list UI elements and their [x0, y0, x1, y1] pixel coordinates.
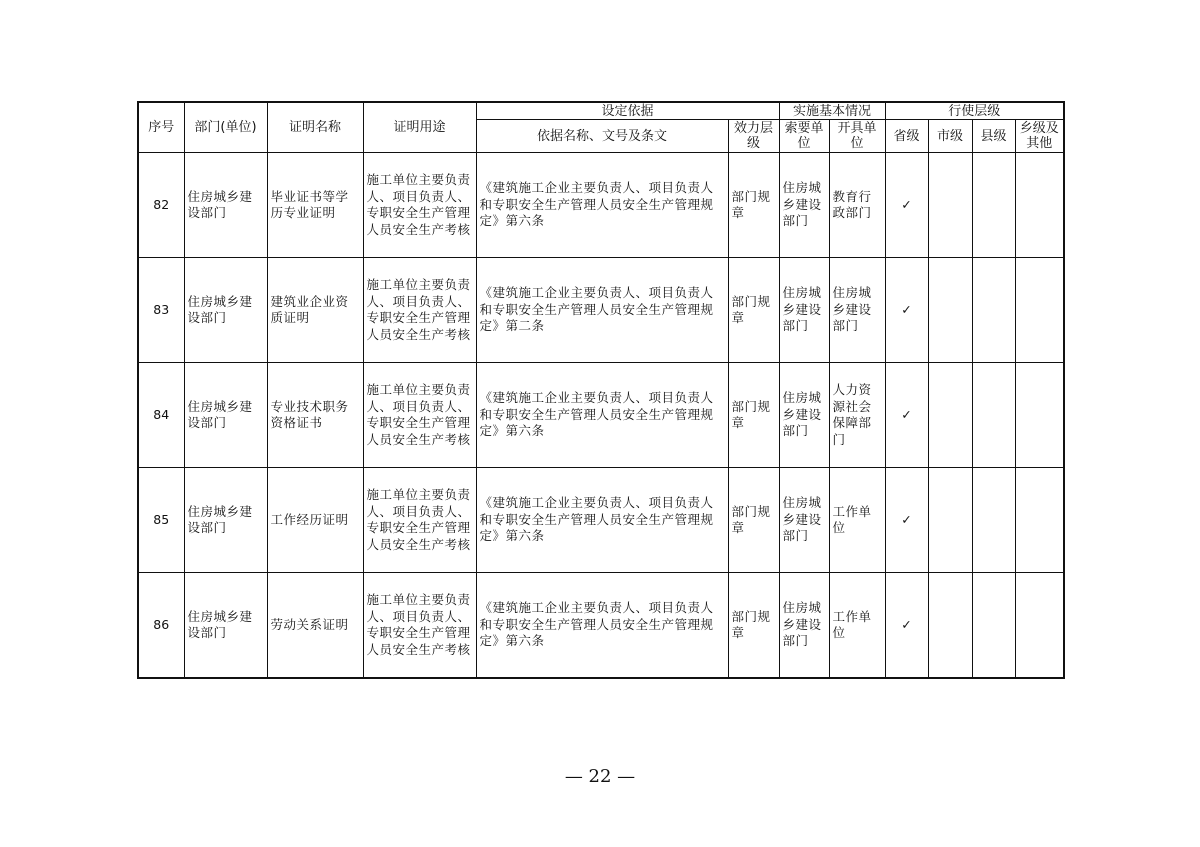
check-icon: ✓ — [885, 153, 928, 258]
cell-cert-name: 毕业证书等学历专业证明 — [267, 153, 363, 258]
cell-dept: 住房城乡建设部门 — [184, 258, 267, 363]
cell-cert-use: 施工单位主要负责人、项目负责人、专职安全生产管理人员安全生产考核 — [363, 258, 476, 363]
cell-seq: 82 — [138, 153, 184, 258]
table-row — [138, 153, 1064, 258]
header-exec-level: 行使层级 — [885, 102, 1064, 120]
cell-city — [928, 258, 972, 363]
cell-dept: 住房城乡建设部门 — [184, 468, 267, 573]
cell-town — [1015, 153, 1064, 258]
cell-town — [1015, 573, 1064, 679]
cell-basis-level: 部门规章 — [728, 468, 779, 573]
header-dept: 部门(单位) — [184, 102, 267, 153]
cell-county — [972, 573, 1015, 679]
header-basis-doc: 依据名称、文号及条文 — [476, 120, 728, 153]
cell-req-unit: 住房城乡建设部门 — [779, 153, 829, 258]
cell-seq: 85 — [138, 468, 184, 573]
cell-issue-unit: 工作单位 — [829, 573, 885, 679]
cell-req-unit: 住房城乡建设部门 — [779, 258, 829, 363]
cell-basis-doc: 《建筑施工企业主要负责人、项目负责人和专职安全生产管理人员安全生产管理规定》第六条 — [476, 573, 728, 679]
header-cert-name: 证明名称 — [267, 102, 363, 153]
cell-issue-unit: 工作单位 — [829, 468, 885, 573]
check-icon: ✓ — [885, 573, 928, 679]
cell-cert-name: 专业技术职务资格证书 — [267, 363, 363, 468]
cell-dept: 住房城乡建设部门 — [184, 573, 267, 679]
cell-county — [972, 153, 1015, 258]
cell-cert-use: 施工单位主要负责人、项目负责人、专职安全生产管理人员安全生产考核 — [363, 468, 476, 573]
header-cert-use: 证明用途 — [363, 102, 476, 153]
certificate-table — [137, 101, 1065, 679]
cell-seq: 84 — [138, 363, 184, 468]
table-row — [138, 573, 1064, 679]
cell-cert-use: 施工单位主要负责人、项目负责人、专职安全生产管理人员安全生产考核 — [363, 363, 476, 468]
header-issue-unit: 开具单位 — [829, 120, 885, 153]
cell-seq: 86 — [138, 573, 184, 679]
cell-cert-name: 劳动关系证明 — [267, 573, 363, 679]
cell-basis-level: 部门规章 — [728, 363, 779, 468]
check-icon: ✓ — [885, 258, 928, 363]
cell-city — [928, 468, 972, 573]
cell-cert-name: 建筑业企业资质证明 — [267, 258, 363, 363]
cell-town — [1015, 363, 1064, 468]
cell-cert-name: 工作经历证明 — [267, 468, 363, 573]
header-impl: 实施基本情况 — [779, 102, 885, 120]
header-exec-county: 县级 — [972, 120, 1015, 153]
cell-req-unit: 住房城乡建设部门 — [779, 363, 829, 468]
header-exec-city: 市级 — [928, 120, 972, 153]
header-exec-prov: 省级 — [885, 120, 928, 153]
cell-basis-doc: 《建筑施工企业主要负责人、项目负责人和专职安全生产管理人员安全生产管理规定》第六条 — [476, 468, 728, 573]
header-req-unit: 索要单位 — [779, 120, 829, 153]
cell-basis-doc: 《建筑施工企业主要负责人、项目负责人和专职安全生产管理人员安全生产管理规定》第六条 — [476, 363, 728, 468]
cell-county — [972, 258, 1015, 363]
table-row — [138, 468, 1064, 573]
cell-issue-unit: 人力资源社会保障部门 — [829, 363, 885, 468]
cell-city — [928, 363, 972, 468]
cell-dept: 住房城乡建设部门 — [184, 363, 267, 468]
cell-dept: 住房城乡建设部门 — [184, 153, 267, 258]
cell-town — [1015, 468, 1064, 573]
cell-seq: 83 — [138, 258, 184, 363]
cell-issue-unit: 住房城乡建设部门 — [829, 258, 885, 363]
cell-basis-level: 部门规章 — [728, 153, 779, 258]
cell-basis-level: 部门规章 — [728, 258, 779, 363]
check-icon: ✓ — [885, 468, 928, 573]
cell-basis-level: 部门规章 — [728, 573, 779, 679]
header-exec-town: 乡级及其他 — [1015, 120, 1064, 153]
cell-county — [972, 363, 1015, 468]
cell-basis-doc: 《建筑施工企业主要负责人、项目负责人和专职安全生产管理人员安全生产管理规定》第二条 — [476, 258, 728, 363]
cell-city — [928, 573, 972, 679]
table-row — [138, 258, 1064, 363]
cell-basis-doc: 《建筑施工企业主要负责人、项目负责人和专职安全生产管理人员安全生产管理规定》第六条 — [476, 153, 728, 258]
header-basis: 设定依据 — [476, 102, 779, 120]
cell-cert-use: 施工单位主要负责人、项目负责人、专职安全生产管理人员安全生产考核 — [363, 153, 476, 258]
table-row — [138, 363, 1064, 468]
page-number: — 22 — — [564, 766, 636, 787]
cell-cert-use: 施工单位主要负责人、项目负责人、专职安全生产管理人员安全生产考核 — [363, 573, 476, 679]
cell-req-unit: 住房城乡建设部门 — [779, 573, 829, 679]
cell-issue-unit: 教育行政部门 — [829, 153, 885, 258]
check-icon: ✓ — [885, 363, 928, 468]
header-seq: 序号 — [138, 102, 184, 153]
cell-county — [972, 468, 1015, 573]
cell-req-unit: 住房城乡建设部门 — [779, 468, 829, 573]
cell-town — [1015, 258, 1064, 363]
cell-city — [928, 153, 972, 258]
header-basis-level: 效力层级 — [728, 120, 779, 153]
